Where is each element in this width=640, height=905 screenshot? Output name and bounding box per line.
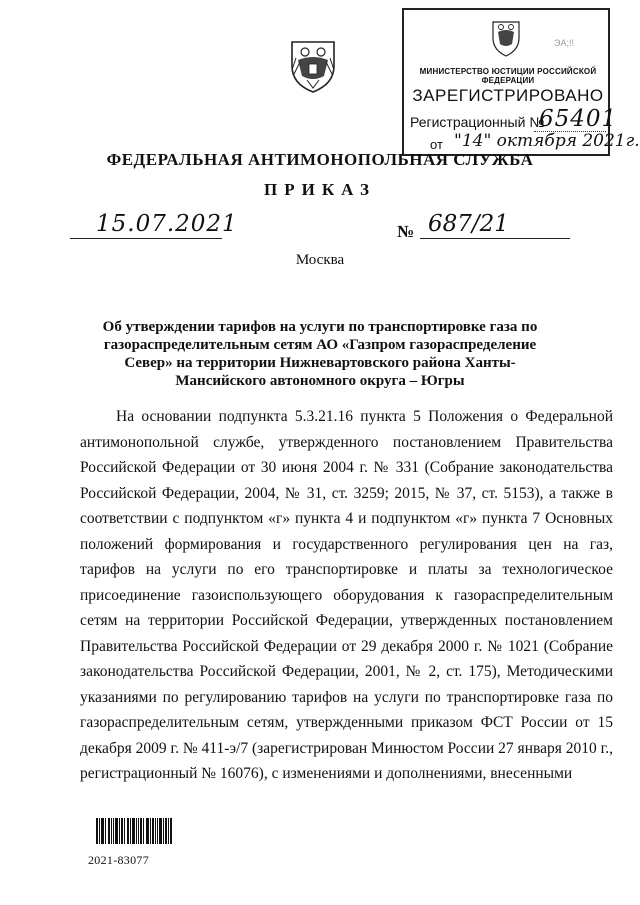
stamp-coat-of-arms-icon xyxy=(490,18,522,58)
stamp-registered: ЗАРЕГИСТРИРОВАНО xyxy=(412,86,604,105)
order-date: 15.07.2021 xyxy=(96,211,238,237)
stamp-faint-mark: ЭА;!! xyxy=(554,38,574,48)
registration-stamp xyxy=(402,8,640,156)
order-title: ПРИКАЗ xyxy=(264,180,376,199)
barcode-icon xyxy=(96,818,172,844)
order-subject: Об утверждении тарифов на услуги по транспортировке газа по газораспределительным сетям АО «Газпром газораспределение Север» на территории Нижневартовского района Ханты-Мансийского автономного округа – Югры xyxy=(102,319,538,389)
agency-title: ФЕДЕРАЛЬНАЯ АНТИМОНОПОЛЬНАЯ СЛУЖБА xyxy=(106,150,534,169)
coat-of-arms-icon xyxy=(288,36,338,94)
order-number: 687/21 xyxy=(428,211,509,237)
stamp-date-label: от xyxy=(430,137,443,152)
document-code: 2021-83077 xyxy=(88,853,149,867)
order-number-line xyxy=(420,238,570,239)
order-number-label: № xyxy=(397,222,415,241)
city: Москва xyxy=(295,252,345,268)
order-date-line xyxy=(70,238,222,239)
stamp-ministry: МИНИСТЕРСТВО ЮСТИЦИИ РОССИЙСКОЙ ФЕДЕРАЦИИ xyxy=(419,67,597,85)
stamp-reg-number: 65401 xyxy=(539,106,618,132)
stamp-date: "14" октября 2021г. xyxy=(454,131,640,151)
stamp-reg-number-label: Регистрационный № xyxy=(410,114,545,130)
body-paragraph: На основании подпункта 5.3.21.16 пункта 5 Положения о Федеральной антимонопольной службе, утвержденного постановлением Правительства Российской Федерации от 30 июня 2004 г. № 331 (Собрание законодательства Российской Федерации, 2004, № 31, ст. 3259; 2015, № 37, ст. 5153), а также в соответствии с подпунктом «г» пункта 4 и подпунктом «г» пункта 7 Основных положений формирования и государственного регулирования цен на газ, тарифов на услуги по его транспортировке и платы за технологическое присоединение газоиспользующего оборудования к газораспределительным сетям на территории Российской Федерации, утвержденных постановлением Правительства Российской Федерации от 29 декабря 2000 г. № 1021 (Собрание законодательства Российской Федерации, 2001, № 2, ст. 175), Методическими указаниями по регулированию тарифов на услуги по транспортировке газа по газораспределительным сетям, утвержденными приказом ФСТ России от 15 декабря 2009 г. № 411-э/7 (зарегистрирован Минюстом России 27 января 2010 г., регистрационный № 16076), с изменениями и дополнениями, внесенными xyxy=(80,408,613,782)
